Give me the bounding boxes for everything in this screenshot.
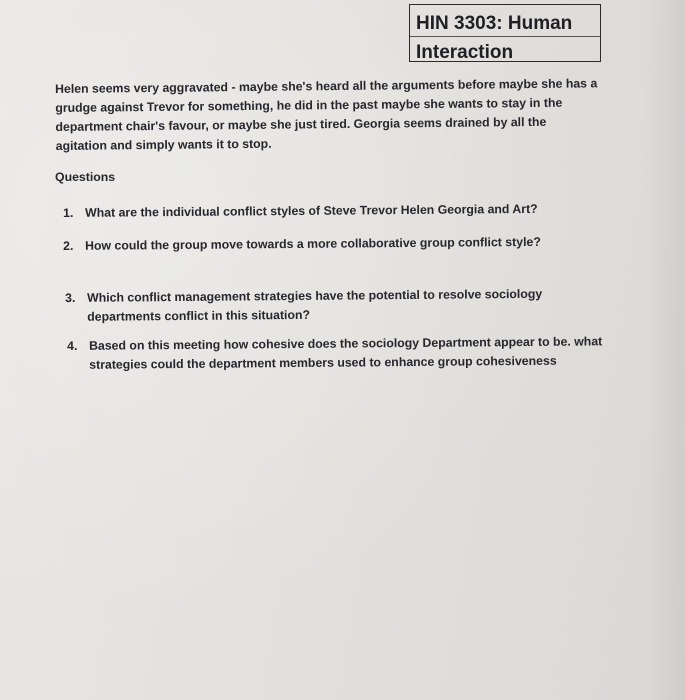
question-text: What are the individual conflict styles of Steve Trevor Helen Georgia and Art? bbox=[85, 201, 538, 220]
title-divider bbox=[410, 36, 600, 37]
question-number: 4. bbox=[67, 338, 78, 353]
question-text: Which conflict management strategies have the potential to resolve sociology departments conflict in this situation? bbox=[87, 286, 543, 324]
question-number: 1. bbox=[63, 205, 74, 220]
question-item bbox=[65, 284, 585, 327]
question-item bbox=[67, 332, 627, 375]
course-title-box bbox=[409, 4, 601, 62]
question-text: Based on this meeting how cohesive does the sociology Department appear to be. what strategies could the department members used to enhance group cohesiveness bbox=[89, 334, 603, 372]
questions-heading: Questions bbox=[55, 170, 116, 184]
intro-paragraph: Helen seems very aggravated - maybe she's heard all the arguments before maybe she has a grudge against Trevor for something, he did in the past maybe she wants to stay in the department chair's favour, or maybe she just tired. Georgia seems drained by all the agitation and simply wants it to stop. bbox=[55, 76, 598, 153]
question-text: How could the group move towards a more collaborative group conflict style? bbox=[85, 234, 541, 253]
question-item bbox=[63, 232, 583, 256]
question-item bbox=[63, 199, 583, 223]
question-number: 2. bbox=[63, 238, 74, 253]
course-title-line-2: Interaction bbox=[416, 42, 514, 63]
question-number: 3. bbox=[65, 290, 76, 305]
page-shadow bbox=[645, 0, 685, 700]
course-title-line-1: HIN 3303: Human bbox=[416, 13, 573, 34]
